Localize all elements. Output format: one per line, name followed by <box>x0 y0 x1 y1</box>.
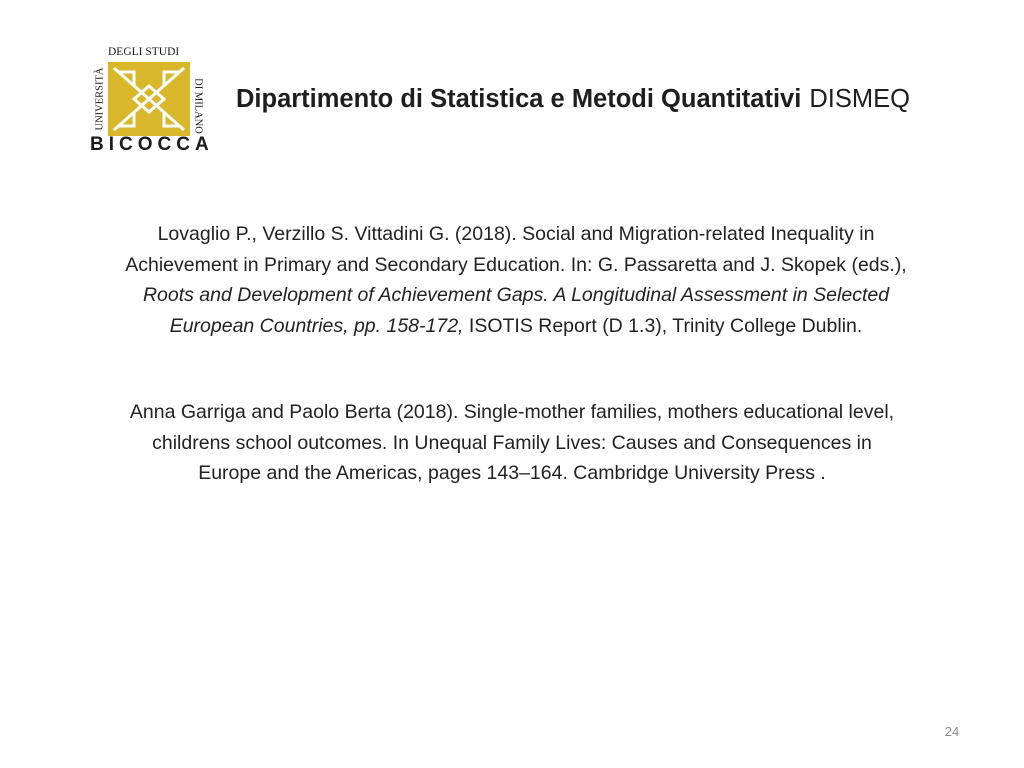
reference-line: Lovaglio P., Verzillo S. Vittadini G. (2018). Social and Migration-related Inequality in <box>157 223 875 245</box>
logo-text-right: DI MILANO <box>192 78 204 134</box>
reference-line: Europe and the Americas, pages 143–164. Cambridge University Press . <box>198 462 826 484</box>
department-acronym: DISMEQ <box>809 85 910 113</box>
reference-line-rest: ISOTIS Report (D 1.3), Trinity College Dublin. <box>463 314 863 337</box>
department-title <box>236 85 910 114</box>
logo-text-left: UNIVERSITÀ <box>94 67 106 131</box>
logo-text-bottom: BICOCCA <box>90 134 214 155</box>
reference-2 <box>40 397 984 489</box>
department-name: Dipartimento di Statistica e Metodi Quantitativi <box>236 85 802 113</box>
reference-italic-title: European Countries, pp. 158-172, <box>169 314 464 337</box>
reference-italic-title: Roots and Development of Achievement Gaps. A Longitudinal Assessment in Selected <box>142 284 890 306</box>
reference-line: Achievement in Primary and Secondary Education. In: G. Passaretta and J. Skopek (eds.), <box>125 253 907 276</box>
university-logo <box>88 46 214 156</box>
logo-emblem-icon <box>108 62 190 136</box>
logo-text-top: DEGLI STUDI <box>108 46 180 58</box>
reference-line <box>50 311 982 342</box>
reference-line <box>50 280 982 311</box>
reference-line: Anna Garriga and Paolo Berta (2018). Single-mother families, mothers educational level, <box>129 401 895 423</box>
reference-line: childrens school outcomes. In Unequal Family Lives: Causes and Consequences in <box>152 431 872 454</box>
page-number: 24 <box>944 724 960 739</box>
reference-1 <box>50 219 982 341</box>
